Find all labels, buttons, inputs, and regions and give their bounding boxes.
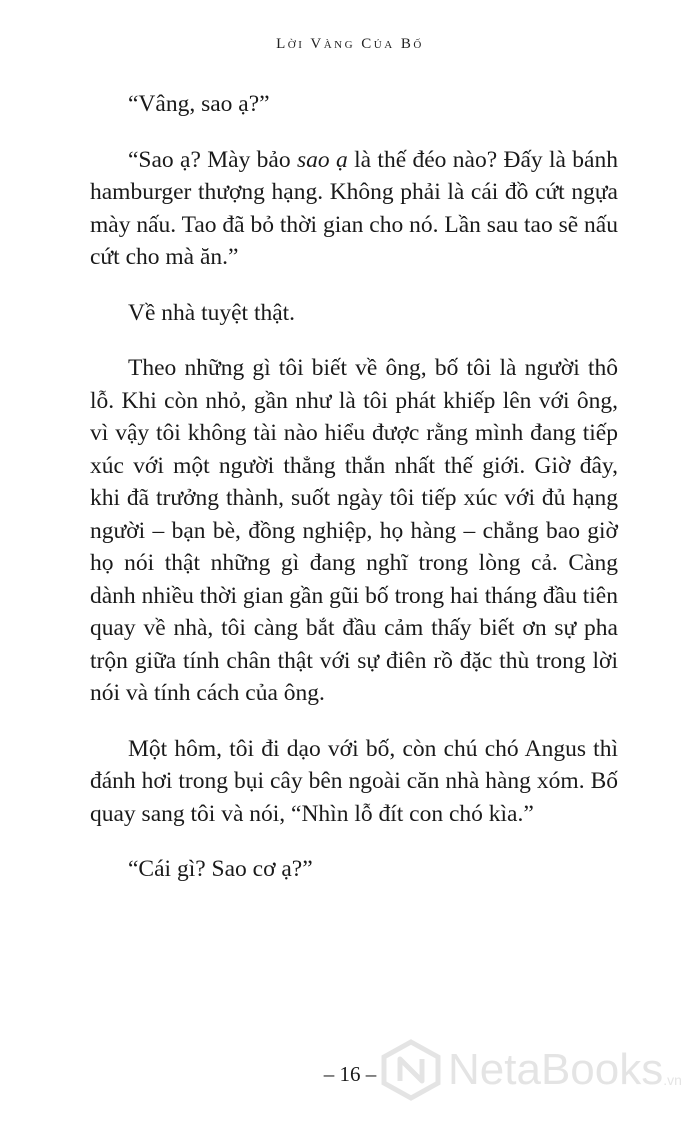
watermark	[380, 1030, 690, 1110]
running-head: Lời Vàng Của Bố	[276, 36, 424, 52]
paragraph-5: Một hôm, tôi đi dạo với bố, còn chú chó Angus thì đánh hơi trong bụi cây bên ngoài căn nhà hàng xóm. Bố quay sang tôi và nói, “Nhìn lỗ đít con chó kìa.”	[90, 735, 618, 827]
paragraph-6: “Cái gì? Sao cơ ạ?”	[128, 856, 313, 882]
watermark-suffix: .vn	[663, 1072, 682, 1088]
paragraph-2	[90, 144, 618, 274]
paragraph-3: Về nhà tuyệt thật.	[128, 299, 296, 326]
page-number: – 16 –	[323, 1062, 377, 1086]
paragraph-2-emphasis: sao ạ	[296, 146, 348, 173]
paragraph-4: Theo những gì tôi biết về ông, bố tôi là người thô lỗ. Khi còn nhỏ, gần như là tôi phát khiếp lên với ông, vì vậy tôi không tài nào hiểu được rằng mình đang tiếp xúc với một người thẳng thắn nhất thế giới. Giờ đây, khi đã trưởng thành, suốt ngày tôi tiếp xúc với đủ hạng người – bạn bè, đồng nghiệp, họ hàng – chẳng bao giờ họ nói thật những gì đang nghĩ trong lòng cả. Càng dành nhiều thời gian gần gũi bố trong hai tháng đầu tiên quay về nhà, tôi càng bắt đầu cảm thấy biết ơn sự pha trộn giữa tính chân thật với sự điên rồ đặc thù trong lời nói và tính cách của ông.	[90, 355, 618, 706]
paragraph-1: “Vâng, sao ạ?”	[128, 91, 270, 117]
paragraph-2-before: “Sao ạ? Mày bảo	[128, 146, 297, 173]
body-text	[90, 88, 618, 909]
watermark-brand: NetaBooks	[448, 1045, 664, 1094]
paragraph-2-after: là thế đéo nào? Đấy là bánh hamburger thượng hạng. Không phải là cái đồ cứt ngựa mày nấu. Tao đã bỏ thời gian cho nó. Lần sau tao sẽ nấu cứt cho mà ăn.”	[90, 146, 618, 270]
netabooks-logo-icon	[380, 1039, 442, 1101]
